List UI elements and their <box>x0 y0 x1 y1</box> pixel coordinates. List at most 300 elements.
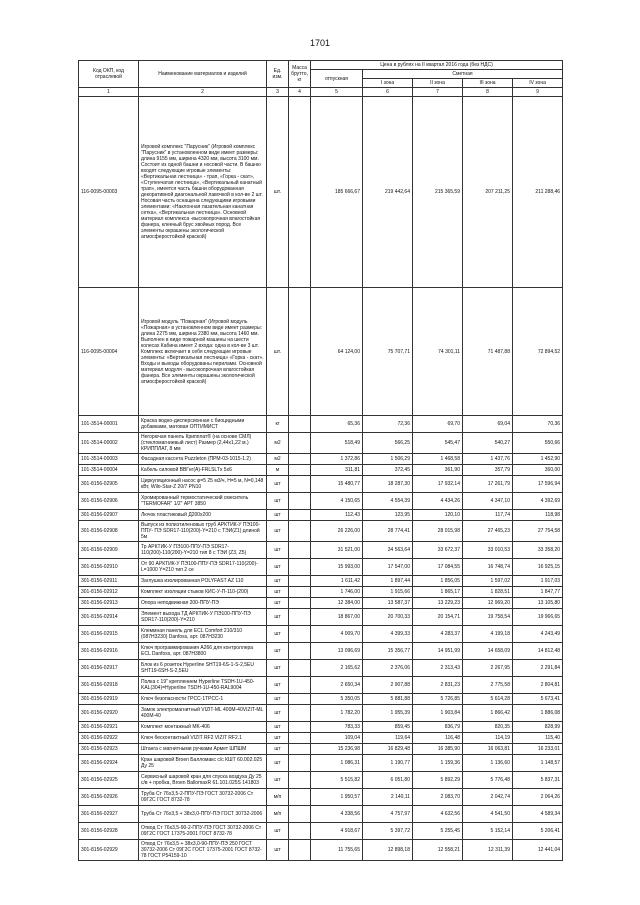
table-row <box>79 521 563 542</box>
row-zone3: 1 866,42 <box>463 705 513 722</box>
row-code: 301-8156-02912 <box>79 587 139 598</box>
row-name: Комплект монтажный MK-406 <box>139 722 267 733</box>
header-zone4: IV зона <box>513 79 563 88</box>
row-name: Элемент выхода ТД АРКТИК-У ПЭ100-ППУ-ПЭ SDR17-110(200)-Y=210 <box>139 609 267 626</box>
row-unit: шт <box>267 521 289 542</box>
row-zone1: 1 955,39 <box>363 705 413 722</box>
row-code: 301-8156-02926 <box>79 789 139 806</box>
row-release: 65,36 <box>311 416 363 433</box>
row-zone2: 1 865,17 <box>413 587 463 598</box>
row-release: 4 150,65 <box>311 493 363 510</box>
row-name: Полка с 19" креплением Hyperline TSDH-1U-450-KAL(304)=Hyperline TSDH-1U-450-RAL9004 <box>139 677 267 694</box>
row-unit: шт <box>267 576 289 587</box>
row-release: 1 950,57 <box>311 789 363 806</box>
row-release: 15 993,00 <box>311 559 363 576</box>
table-row <box>79 705 563 722</box>
row-code: 301-8156-02906 <box>79 493 139 510</box>
row-release: 13 096,69 <box>311 643 363 660</box>
row-zone2: 5 726,85 <box>413 694 463 705</box>
row-mass <box>289 559 311 576</box>
row-mass <box>289 493 311 510</box>
row-code: 301-8156-02924 <box>79 755 139 772</box>
row-zone2: 2 313,43 <box>413 660 463 677</box>
row-zone2: 836,79 <box>413 722 463 733</box>
row-zone4: 4 392,69 <box>513 493 563 510</box>
row-zone2: 20 154,71 <box>413 609 463 626</box>
row-zone1: 4 554,39 <box>363 493 413 510</box>
row-name: Сервисный шаровой кран для спуска воздуха Ду 25 с/в + пробка, Broen BallomaxR 61.101.025S 141803 <box>139 772 267 789</box>
row-zone4: 1 886,08 <box>513 705 563 722</box>
row-release: 1 782,20 <box>311 705 363 722</box>
row-release: 112,43 <box>311 510 363 521</box>
row-code: 116-0095-00003 <box>79 97 139 288</box>
row-zone2: 69,70 <box>413 416 463 433</box>
row-mass <box>289 576 311 587</box>
row-code: 301-8156-02928 <box>79 823 139 840</box>
row-unit: шт <box>267 542 289 559</box>
row-mass <box>289 433 311 454</box>
row-name: Отвод Ст 76х3,5 + 38х3,0-90-ППУ-ПЭ 250 ГОСТ 30732-2006 Ст 09Г2С ГОСТ 17375-2001 ГОСТ 8732-78 ГОСТ Р54159-10 <box>139 840 267 861</box>
row-unit: м2 <box>267 433 289 454</box>
row-zone2: 1 468,58 <box>413 454 463 465</box>
row-zone3: 16 748,74 <box>463 559 513 576</box>
row-release: 5 350,05 <box>311 694 363 705</box>
row-unit: м/п <box>267 806 289 823</box>
row-zone3: 4 347,10 <box>463 493 513 510</box>
row-zone3: 2 775,58 <box>463 677 513 694</box>
row-zone4: 12 441,04 <box>513 840 563 861</box>
table-row <box>79 493 563 510</box>
table-row <box>79 744 563 755</box>
row-code: 101-3514-00002 <box>79 433 139 454</box>
row-release: 26 226,00 <box>311 521 363 542</box>
row-zone3: 12 311,39 <box>463 840 513 861</box>
row-name: Труба Ст 76х3,5 + 38х3,0-ППУ-ПЭ ГОСТ 30732-2006 <box>139 806 267 823</box>
row-zone3: 4 541,50 <box>463 806 513 823</box>
row-zone1: 1 506,29 <box>363 454 413 465</box>
table-row <box>79 722 563 733</box>
row-unit: шт. <box>267 97 289 288</box>
row-mass <box>289 465 311 476</box>
row-zone1: 34 563,64 <box>363 542 413 559</box>
row-release: 64 124,00 <box>311 288 363 416</box>
table-row <box>79 694 563 705</box>
row-zone1: 13 587,37 <box>363 598 413 609</box>
row-unit: шт <box>267 722 289 733</box>
row-zone2: 4 632,56 <box>413 806 463 823</box>
row-zone2: 5 255,45 <box>413 823 463 840</box>
row-code: 301-8156-02922 <box>79 733 139 744</box>
row-unit: шт <box>267 587 289 598</box>
row-zone4: 5 837,31 <box>513 772 563 789</box>
row-release: 311,81 <box>311 465 363 476</box>
row-release: 15 236,98 <box>311 744 363 755</box>
row-release: 109,04 <box>311 733 363 744</box>
row-zone2: 4 434,26 <box>413 493 463 510</box>
row-name: Выпуск из полиэтиленовых труб АРКТИК-У ПЭ100-ППУ- ПЭ SDR17-110(200)-Y=210 с ТЭИ(Z1) длиной 5м <box>139 521 267 542</box>
row-zone2: 13 229,23 <box>413 598 463 609</box>
row-mass <box>289 694 311 705</box>
row-zone4: 2 291,84 <box>513 660 563 677</box>
row-release: 185 666,67 <box>311 97 363 288</box>
row-mass <box>289 823 311 840</box>
row-mass <box>289 454 311 465</box>
row-release: 2 165,62 <box>311 660 363 677</box>
row-name: Замок электромагнитный VIZIT-ML 400M-40VIZIT-ML 400M-40 <box>139 705 267 722</box>
row-name: Фасадная кассета Puzzleton (ПРМ-03-1015-1.2) <box>139 454 267 465</box>
row-zone1: 1 190,77 <box>363 755 413 772</box>
row-name: Блок из 6 розеток Hyperline SHT19-6S-1-S-2,5EU SHT19-6SH-S-2,5EU <box>139 660 267 677</box>
row-unit: шт <box>267 694 289 705</box>
row-zone4: 16 925,15 <box>513 559 563 576</box>
row-zone1: 16 829,48 <box>363 744 413 755</box>
row-mass <box>289 660 311 677</box>
table-row <box>79 598 563 609</box>
row-unit: шт <box>267 598 289 609</box>
row-release: 1 746,00 <box>311 587 363 598</box>
row-name: Хромированный термостатический смеситель "TERMOFAR" 1/2" АРТ 3850 <box>139 493 267 510</box>
row-zone3: 4 199,18 <box>463 626 513 643</box>
row-zone4: 13 105,80 <box>513 598 563 609</box>
row-unit: шт <box>267 559 289 576</box>
row-zone3: 5 614,28 <box>463 694 513 705</box>
index-cell: 6 <box>363 88 413 97</box>
index-cell: 2 <box>139 88 267 97</box>
table-body <box>79 97 563 861</box>
row-code: 301-8156-02918 <box>79 677 139 694</box>
row-zone2: 116,48 <box>413 733 463 744</box>
row-mass <box>289 587 311 598</box>
row-release: 4 009,70 <box>311 626 363 643</box>
row-name: Кран шаровой Broen Балломакс с/с КШТ 60.002.025 Ду 25 <box>139 755 267 772</box>
row-zone3: 207 211,25 <box>463 97 513 288</box>
row-zone4: 4 589,34 <box>513 806 563 823</box>
row-unit: шт <box>267 823 289 840</box>
row-zone3: 820,35 <box>463 722 513 733</box>
row-code: 301-8156-02927 <box>79 806 139 823</box>
row-zone4: 16 233,01 <box>513 744 563 755</box>
row-zone3: 16 063,81 <box>463 744 513 755</box>
row-name: От 90 АРКТИК-У ПЭ100-ППУ-ПЭ SDR17-110(200)-L=1000 Y=210 тип 2 се <box>139 559 267 576</box>
row-name: Клеммная панель для ECL Comfort 210/310 (087H3230) Danfoss, арт. 087H3230 <box>139 626 267 643</box>
row-mass <box>289 476 311 493</box>
row-release: 2 650,34 <box>311 677 363 694</box>
row-release: 5 515,82 <box>311 772 363 789</box>
row-zone3: 33 010,53 <box>463 542 513 559</box>
table-row <box>79 576 563 587</box>
row-release: 18 867,00 <box>311 609 363 626</box>
row-zone2: 1 159,36 <box>413 755 463 772</box>
header-zone1: I зона <box>363 79 413 88</box>
row-zone1: 17 547,00 <box>363 559 413 576</box>
row-zone4: 72 894,52 <box>513 288 563 416</box>
row-code: 301-8156-02911 <box>79 576 139 587</box>
table-row <box>79 476 563 493</box>
row-zone3: 2 042,74 <box>463 789 513 806</box>
row-zone4: 1 917,03 <box>513 576 563 587</box>
row-zone4: 4 243,49 <box>513 626 563 643</box>
row-zone3: 1 136,60 <box>463 755 513 772</box>
row-code: 301-8156-02921 <box>79 722 139 733</box>
row-name: Отвод Ст 76х3,5-90-2-ППУ-ПЭ ГОСТ 30732-2006 Ст 09Г2С ГОСТ 17375-2001 ГОСТ 8732-78 <box>139 823 267 840</box>
table-row <box>79 733 563 744</box>
row-zone1: 5 397,72 <box>363 823 413 840</box>
row-mass <box>289 626 311 643</box>
row-mass <box>289 521 311 542</box>
header-release: отпускная <box>311 70 363 88</box>
row-unit: шт <box>267 705 289 722</box>
row-unit: шт <box>267 677 289 694</box>
row-zone1: 4 757,97 <box>363 806 413 823</box>
row-zone2: 215 365,59 <box>413 97 463 288</box>
row-unit: шт. <box>267 288 289 416</box>
page-number: 1701 <box>309 38 331 48</box>
row-zone1: 6 051,80 <box>363 772 413 789</box>
row-zone4: 1 452,90 <box>513 454 563 465</box>
row-zone3: 19 758,54 <box>463 609 513 626</box>
row-zone3: 1 597,02 <box>463 576 513 587</box>
row-zone2: 2 083,70 <box>413 789 463 806</box>
row-name: Игровой модуль "Пожарная" (Игровой модуль «Пожарная» в установленном виде имеет размеры: длина 2275 мм, ширина 2380 мм, высота 1460 мм. Выполнен в виде пожарной машины на шести колесах Кабина имеет 2 входа: одна в кол-ве 3 шт. Комплекс включает в себя следующие игровые элементы: «Вертикальная лестница» «Горка - скат». Входы и выходы оборудованы перилами. Основной материал модуля - высокопрочная влагостойкая фанера. Все элементы окрашены экологической атмосферостойкой краской) <box>139 288 267 416</box>
row-unit: шт <box>267 643 289 660</box>
row-release: 518,49 <box>311 433 363 454</box>
row-zone1: 219 442,64 <box>363 97 413 288</box>
row-code: 301-8156-02920 <box>79 705 139 722</box>
row-name: Лючок пластиковый Д200х200 <box>139 510 267 521</box>
row-code: 301-8156-02910 <box>79 559 139 576</box>
row-unit: шт <box>267 510 289 521</box>
row-name: Тр АРКТИК-У ПЭ100-ППУ-ПЭ SDR17-110(200)-110(200)-Y=210 тип 8 с ТЭИ (Z3, Z5) <box>139 542 267 559</box>
row-mass <box>289 609 311 626</box>
row-mass <box>289 288 311 416</box>
row-mass <box>289 643 311 660</box>
row-mass <box>289 789 311 806</box>
table-row <box>79 288 563 416</box>
row-unit: шт <box>267 626 289 643</box>
row-zone3: 17 261,79 <box>463 476 513 493</box>
row-mass <box>289 744 311 755</box>
row-name: Заглушка изолированная POLYFAST AZ 110 <box>139 576 267 587</box>
table-row <box>79 660 563 677</box>
row-code: 116-0095-00004 <box>79 288 139 416</box>
row-zone1: 1 915,66 <box>363 587 413 598</box>
row-mass <box>289 806 311 823</box>
row-zone3: 69,04 <box>463 416 513 433</box>
row-code: 301-8156-02925 <box>79 772 139 789</box>
header-estimate: Сметная <box>363 70 563 79</box>
index-cell: 4 <box>289 88 311 97</box>
row-code: 301-8156-02923 <box>79 744 139 755</box>
table-row <box>79 416 563 433</box>
table-row <box>79 755 563 772</box>
row-zone2: 1 903,84 <box>413 705 463 722</box>
row-zone1: 2 907,88 <box>363 677 413 694</box>
row-mass <box>289 772 311 789</box>
table-row <box>79 643 563 660</box>
row-code: 301-8156-02907 <box>79 510 139 521</box>
row-zone1: 2 140,11 <box>363 789 413 806</box>
row-zone1: 1 897,44 <box>363 576 413 587</box>
row-unit: м <box>267 465 289 476</box>
table-row <box>79 510 563 521</box>
index-cell: 8 <box>463 88 513 97</box>
row-zone2: 17 084,55 <box>413 559 463 576</box>
row-release: 4 338,56 <box>311 806 363 823</box>
row-unit: шт <box>267 476 289 493</box>
header-zone3: III зона <box>463 79 513 88</box>
row-mass <box>289 598 311 609</box>
row-name: Труба Ст 76х3,5-2-ППУ-ПЭ ГОСТ 30732-2006 Ст 09Г2С ГОСТ 8732-78 <box>139 789 267 806</box>
row-zone2: 33 672,37 <box>413 542 463 559</box>
row-release: 31 521,00 <box>311 542 363 559</box>
row-code: 301-8156-02913 <box>79 598 139 609</box>
row-name: Штанга с магнитными ручками Армет ШПШМ <box>139 744 267 755</box>
table-row <box>79 433 563 454</box>
row-zone2: 1 856,05 <box>413 576 463 587</box>
table-row <box>79 542 563 559</box>
row-zone3: 27 465,23 <box>463 521 513 542</box>
row-release: 15 480,77 <box>311 476 363 493</box>
row-zone1: 28 774,41 <box>363 521 413 542</box>
row-code: 301-8156-02929 <box>79 840 139 861</box>
row-zone4: 550,66 <box>513 433 563 454</box>
table-row <box>79 587 563 598</box>
row-unit: шт <box>267 755 289 772</box>
row-code: 301-8156-02915 <box>79 626 139 643</box>
row-release: 1 611,42 <box>311 576 363 587</box>
row-unit: шт <box>267 733 289 744</box>
row-name: Негорючая панель Крипплат® (на основе СМЛ) (стекломагниевый лист) Размер (2,44х1,22 м.) КРИППЛАТ, 8 мм <box>139 433 267 454</box>
row-name: Ключ программирования A266 для контроллера ECL Danfoss, арт. 087H3800 <box>139 643 267 660</box>
row-zone1: 75 707,71 <box>363 288 413 416</box>
index-row <box>79 88 563 97</box>
header-zone2: II зона <box>413 79 463 88</box>
row-zone1: 72,36 <box>363 416 413 433</box>
row-release: 1 086,31 <box>311 755 363 772</box>
row-zone1: 2 376,06 <box>363 660 413 677</box>
table-row <box>79 626 563 643</box>
row-release: 12 384,00 <box>311 598 363 609</box>
row-code: 301-8156-02914 <box>79 609 139 626</box>
header-unit: Ед. изм. <box>267 61 289 88</box>
row-zone1: 859,45 <box>363 722 413 733</box>
row-zone2: 28 015,98 <box>413 521 463 542</box>
row-name: Кабель силовой ВВГнг(А)-FRLSLTх 5х6 <box>139 465 267 476</box>
row-zone1: 119,64 <box>363 733 413 744</box>
row-name: Игровой комплекс "Парусник" (Игровой комплекс "Парусник" в установленном виде имеет размеры: длина 9155 мм, ширина 4320 мм, высота 3100 мм. Состоит из одной башни и носовой части. В башню входят следующие игровые элементы: «Вертикальная лестница» - трап, «Горка - скат», «Ступенчатая лестница», «Вертикальный канатный трап», имеется часть башни оборудованная декоративной диагональной лавочкой в кол-ве 2 шт. Носовая часть оснащена следующими игровыми элементами: «Наклонная лазательная канатная сетка», «Вертикальная лестница». Основной материал комплекса -высокопрочная влагостойкая фанера, клееный брус хвойных пород. Все элементы окрашены экологической атмосферостойкой краской) <box>139 97 267 288</box>
row-mass <box>289 416 311 433</box>
index-cell: 7 <box>413 88 463 97</box>
row-zone2: 120,10 <box>413 510 463 521</box>
row-unit: м2 <box>267 454 289 465</box>
row-zone4: 17 596,94 <box>513 476 563 493</box>
row-mass <box>289 542 311 559</box>
row-mass <box>289 510 311 521</box>
row-unit: м/п <box>267 789 289 806</box>
row-zone3: 114,19 <box>463 733 513 744</box>
row-zone3: 540,27 <box>463 433 513 454</box>
row-zone2: 16 385,90 <box>413 744 463 755</box>
row-zone3: 117,74 <box>463 510 513 521</box>
row-mass <box>289 705 311 722</box>
row-mass <box>289 840 311 861</box>
table-row <box>79 823 563 840</box>
row-code: 101-3514-00001 <box>79 416 139 433</box>
table-row <box>79 772 563 789</box>
row-unit: кг <box>267 416 289 433</box>
row-code: 301-8156-02908 <box>79 521 139 542</box>
row-code: 301-8156-02919 <box>79 694 139 705</box>
row-zone4: 1 148,57 <box>513 755 563 772</box>
row-unit: шт <box>267 772 289 789</box>
row-zone4: 118,98 <box>513 510 563 521</box>
row-zone4: 14 812,48 <box>513 643 563 660</box>
row-zone2: 361,90 <box>413 465 463 476</box>
row-unit: шт <box>267 744 289 755</box>
row-zone4: 115,40 <box>513 733 563 744</box>
row-zone1: 566,25 <box>363 433 413 454</box>
row-mass <box>289 733 311 744</box>
row-zone3: 357,79 <box>463 465 513 476</box>
table-row <box>79 677 563 694</box>
table-row <box>79 609 563 626</box>
row-release: 783,33 <box>311 722 363 733</box>
row-unit: шт <box>267 840 289 861</box>
row-release: 11 755,65 <box>311 840 363 861</box>
row-zone4: 70,36 <box>513 416 563 433</box>
row-zone2: 74 301,11 <box>413 288 463 416</box>
row-zone4: 5 673,41 <box>513 694 563 705</box>
row-zone4: 1 847,77 <box>513 587 563 598</box>
row-zone4: 828,99 <box>513 722 563 733</box>
row-zone4: 2 064,26 <box>513 789 563 806</box>
row-name: Ключ бесконтактный VIZIT RF2 VIZIT RF2.1 <box>139 733 267 744</box>
row-release: 4 918,67 <box>311 823 363 840</box>
index-cell: 1 <box>79 88 139 97</box>
row-unit: шт <box>267 493 289 510</box>
header-name: Наименование материалов и изделий <box>139 61 267 88</box>
price-table <box>78 60 563 861</box>
row-zone3: 2 267,95 <box>463 660 513 677</box>
row-zone3: 71 487,88 <box>463 288 513 416</box>
row-zone2: 17 932,14 <box>413 476 463 493</box>
row-zone4: 360,00 <box>513 465 563 476</box>
row-zone2: 2 831,23 <box>413 677 463 694</box>
row-zone2: 12 558,21 <box>413 840 463 861</box>
row-zone1: 123,95 <box>363 510 413 521</box>
row-name: Циркуляционный насос φ=5 25 м3/ч, H=5 м, N=0,148 кВт, Wilo-Star-Z 20/7 PN10 <box>139 476 267 493</box>
row-code: 101-3514-00003 <box>79 454 139 465</box>
row-zone4: 5 206,41 <box>513 823 563 840</box>
row-unit: шт <box>267 660 289 677</box>
row-zone2: 545,47 <box>413 433 463 454</box>
row-code: 301-8156-02916 <box>79 643 139 660</box>
row-code: 301-8156-02905 <box>79 476 139 493</box>
row-zone2: 4 283,37 <box>413 626 463 643</box>
row-zone2: 14 951,99 <box>413 643 463 660</box>
header-price-group: Цена в рублях на II квартал 2016 года (без НДС) <box>311 61 563 70</box>
row-zone3: 5 776,48 <box>463 772 513 789</box>
row-zone1: 4 399,33 <box>363 626 413 643</box>
table-row <box>79 559 563 576</box>
table-row <box>79 454 563 465</box>
table-row <box>79 789 563 806</box>
index-cell: 3 <box>267 88 289 97</box>
row-zone3: 1 437,76 <box>463 454 513 465</box>
row-unit: шт <box>267 609 289 626</box>
row-mass <box>289 97 311 288</box>
row-code: 301-8156-02909 <box>79 542 139 559</box>
